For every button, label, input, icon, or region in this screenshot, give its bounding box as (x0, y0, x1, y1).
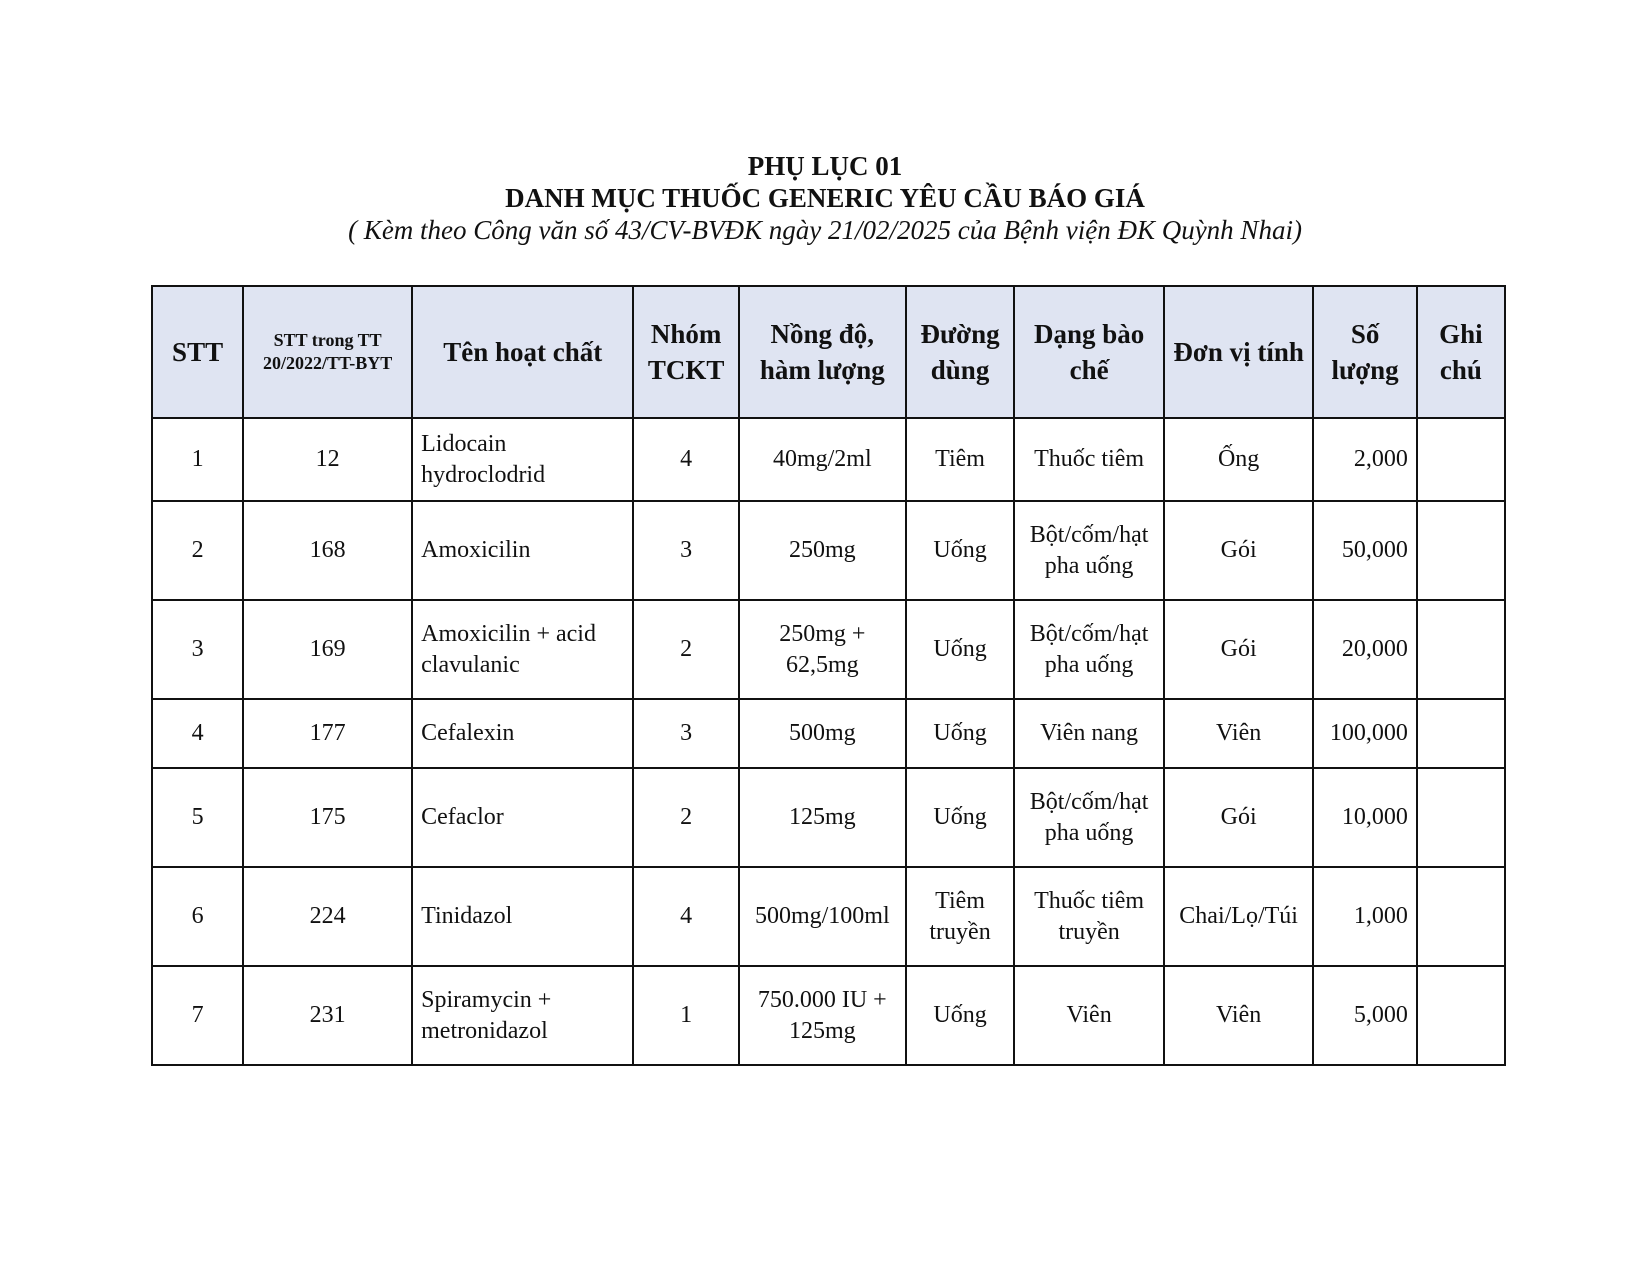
cell-stt: 2 (152, 501, 243, 600)
cell-stt-tt: 224 (243, 867, 412, 966)
cell-ghi-chu (1417, 699, 1505, 768)
cell-stt-tt: 177 (243, 699, 412, 768)
cell-dang-bao-che: Thuốc tiêm (1014, 418, 1164, 501)
cell-ghi-chu (1417, 768, 1505, 867)
cell-stt: 4 (152, 699, 243, 768)
col-header-nhom-tckt: Nhóm TCKT (633, 286, 738, 418)
col-header-duong-dung: Đường dùng (906, 286, 1015, 418)
col-header-stt: STT (152, 286, 243, 418)
list-title: DANH MỤC THUỐC GENERIC YÊU CẦU BÁO GIÁ (505, 183, 1145, 213)
cell-dang-bao-che: Viên nang (1014, 699, 1164, 768)
cell-nhom-tckt: 2 (633, 600, 738, 699)
table-row (152, 501, 1505, 600)
cell-stt-tt: 12 (243, 418, 412, 501)
col-header-dang-bao-che: Dạng bào chế (1014, 286, 1164, 418)
cell-duong-dung: Uống (906, 600, 1015, 699)
cell-duong-dung: Uống (906, 966, 1015, 1065)
col-header-so-luong: Số lượng (1313, 286, 1416, 418)
col-header-nong-do: Nồng độ, hàm lượng (739, 286, 906, 418)
cell-stt-tt: 175 (243, 768, 412, 867)
cell-stt: 3 (152, 600, 243, 699)
cell-duong-dung: Tiêm (906, 418, 1015, 501)
cell-don-vi-tinh: Chai/Lọ/Túi (1164, 867, 1314, 966)
col-header-don-vi-tinh: Đơn vị tính (1164, 286, 1314, 418)
cell-stt: 7 (152, 966, 243, 1065)
table-row (152, 966, 1505, 1065)
cell-duong-dung: Uống (906, 699, 1015, 768)
cell-ten-hoat-chat: Cefaclor (412, 768, 633, 867)
cell-nong-do: 250mg + 62,5mg (739, 600, 906, 699)
cell-stt: 5 (152, 768, 243, 867)
document-heading (0, 150, 1650, 246)
table-row (152, 768, 1505, 867)
cell-duong-dung: Uống (906, 768, 1015, 867)
cell-duong-dung: Tiêm truyền (906, 867, 1015, 966)
table-row (152, 600, 1505, 699)
cell-dang-bao-che: Thuốc tiêm truyền (1014, 867, 1164, 966)
cell-stt: 1 (152, 418, 243, 501)
cell-nong-do: 40mg/2ml (739, 418, 906, 501)
cell-dang-bao-che: Bột/cốm/hạt pha uống (1014, 501, 1164, 600)
cell-nhom-tckt: 4 (633, 418, 738, 501)
cell-so-luong: 5,000 (1313, 966, 1416, 1065)
cell-dang-bao-che: Bột/cốm/hạt pha uống (1014, 768, 1164, 867)
cell-don-vi-tinh: Gói (1164, 501, 1314, 600)
cell-nhom-tckt: 2 (633, 768, 738, 867)
cell-ghi-chu (1417, 867, 1505, 966)
cell-so-luong: 100,000 (1313, 699, 1416, 768)
cell-stt-tt: 231 (243, 966, 412, 1065)
drug-list-table (151, 285, 1506, 1066)
cell-nhom-tckt: 3 (633, 699, 738, 768)
cell-nhom-tckt: 1 (633, 966, 738, 1065)
cell-ten-hoat-chat: Spiramycin + metronidazol (412, 966, 633, 1065)
cell-don-vi-tinh: Gói (1164, 768, 1314, 867)
cell-don-vi-tinh: Ống (1164, 418, 1314, 501)
table-row (152, 418, 1505, 501)
reference-note: ( Kèm theo Công văn số 43/CV-BVĐK ngày 21/02/2025 của Bệnh viện ĐK Quỳnh Nhai) (348, 215, 1302, 245)
cell-stt-tt: 169 (243, 600, 412, 699)
cell-so-luong: 20,000 (1313, 600, 1416, 699)
cell-ghi-chu (1417, 418, 1505, 501)
cell-ten-hoat-chat: Cefalexin (412, 699, 633, 768)
cell-so-luong: 50,000 (1313, 501, 1416, 600)
col-header-stt-tt: STT trong TT 20/2022/TT-BYT (243, 286, 412, 418)
cell-ten-hoat-chat: Tinidazol (412, 867, 633, 966)
cell-ten-hoat-chat: Amoxicilin + acid clavulanic (412, 600, 633, 699)
table-header (152, 286, 1505, 418)
cell-nong-do: 500mg (739, 699, 906, 768)
cell-ghi-chu (1417, 600, 1505, 699)
cell-don-vi-tinh: Viên (1164, 699, 1314, 768)
cell-nhom-tckt: 4 (633, 867, 738, 966)
cell-so-luong: 1,000 (1313, 867, 1416, 966)
table-row (152, 867, 1505, 966)
col-header-ghi-chu: Ghi chú (1417, 286, 1505, 418)
cell-nong-do: 125mg (739, 768, 906, 867)
cell-nong-do: 750.000 IU + 125mg (739, 966, 906, 1065)
table-row (152, 699, 1505, 768)
cell-stt: 6 (152, 867, 243, 966)
cell-nong-do: 250mg (739, 501, 906, 600)
cell-ghi-chu (1417, 501, 1505, 600)
cell-nong-do: 500mg/100ml (739, 867, 906, 966)
cell-dang-bao-che: Viên (1014, 966, 1164, 1065)
cell-duong-dung: Uống (906, 501, 1015, 600)
cell-so-luong: 2,000 (1313, 418, 1416, 501)
cell-ten-hoat-chat: Amoxicilin (412, 501, 633, 600)
cell-don-vi-tinh: Viên (1164, 966, 1314, 1065)
cell-so-luong: 10,000 (1313, 768, 1416, 867)
cell-ten-hoat-chat: Lidocain hydroclodrid (412, 418, 633, 501)
cell-nhom-tckt: 3 (633, 501, 738, 600)
cell-ghi-chu (1417, 966, 1505, 1065)
cell-stt-tt: 168 (243, 501, 412, 600)
cell-dang-bao-che: Bột/cốm/hạt pha uống (1014, 600, 1164, 699)
appendix-title: PHỤ LỤC 01 (747, 151, 903, 181)
table-body (152, 418, 1505, 1065)
cell-don-vi-tinh: Gói (1164, 600, 1314, 699)
col-header-ten-hoat-chat: Tên hoạt chất (412, 286, 633, 418)
